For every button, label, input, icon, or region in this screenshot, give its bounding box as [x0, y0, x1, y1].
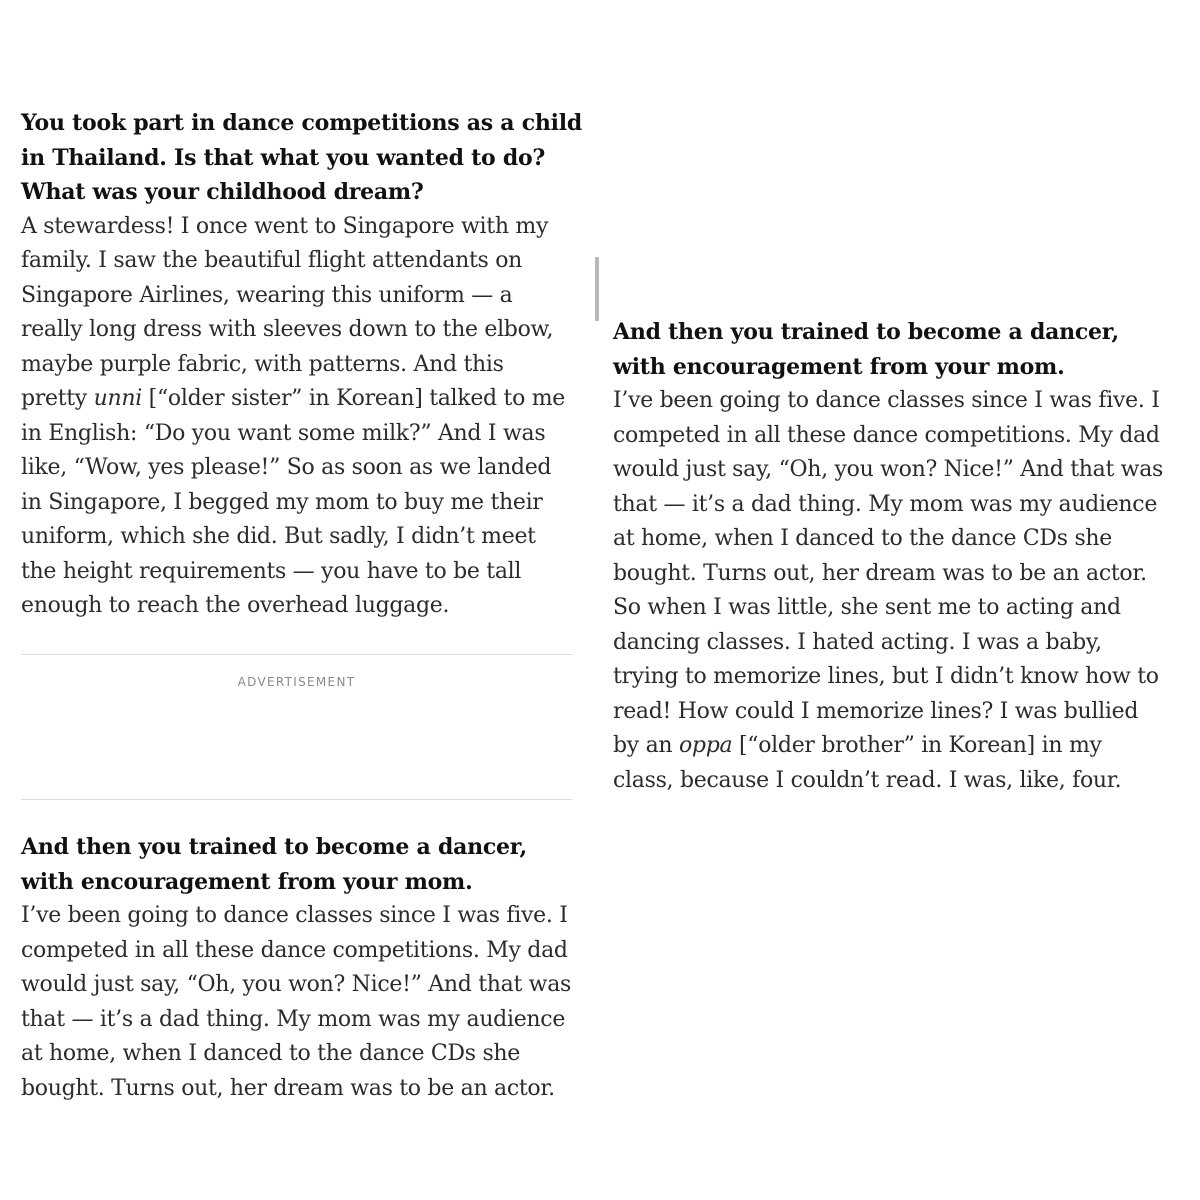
answer-line: uniform, which she did. But sadly, I didn’t meet	[21, 524, 536, 549]
question-line: And then you trained to become a dancer,	[21, 834, 527, 860]
scroll-indicator	[595, 257, 599, 321]
answer-text: pretty	[21, 386, 94, 411]
question-heading	[21, 830, 571, 899]
answer-line	[613, 729, 1163, 764]
korean-term-unni: unni	[93, 386, 142, 411]
answer-line: I’ve been going to dance classes since I was five. I	[613, 388, 1160, 413]
answer-line: class, because I couldn’t read. I was, like, four.	[613, 767, 1122, 793]
question-line: with encouragement from your mom.	[21, 868, 473, 895]
answer-line: would just say, “Oh, you won? Nice!” And that was	[613, 457, 1164, 482]
answer-line: A stewardess! I once went to Singapore with my	[21, 213, 549, 239]
question-line: What was your childhood dream?	[21, 179, 424, 205]
answer-text: [“older brother” in Korean] in my	[732, 733, 1102, 758]
ad-divider-bottom	[21, 799, 572, 800]
answer-line: family. I saw the beautiful flight attendants on	[21, 248, 523, 273]
answer-line: competed in all these dance competitions. My dad	[21, 937, 568, 963]
answer-line: would just say, “Oh, you won? Nice!” And that was	[21, 972, 572, 997]
answer-line: competed in all these dance competitions. My dad	[613, 422, 1160, 448]
answer-line: I’ve been going to dance classes since I was five. I	[21, 903, 568, 928]
answer-line: in English: “Do you want some milk?” And I was	[21, 420, 546, 446]
question-line: And then you trained to become a dancer,	[613, 319, 1119, 345]
answer-line: that — it’s a dad thing. My mom was my audience	[21, 1006, 566, 1032]
answer-line: at home, when I danced to the dance CDs she	[21, 1041, 521, 1066]
answer-line: in Singapore, I begged my mom to buy me their	[21, 489, 543, 515]
question-line: in Thailand. Is that what you wanted to do?	[21, 144, 546, 171]
advertisement-label: ADVERTISEMENT	[237, 675, 356, 689]
answer-line: bought. Turns out, her dream was to be an actor.	[613, 560, 1147, 586]
answer-line: Singapore Airlines, wearing this uniform — a	[21, 282, 513, 308]
answer-line	[21, 382, 582, 417]
ad-divider-top	[21, 654, 572, 655]
question-line: with encouragement from your mom.	[613, 353, 1065, 380]
answer-line: So when I was little, she sent me to acting and	[613, 595, 1121, 620]
answer-text: [“older sister” in Korean] talked to me	[141, 386, 565, 411]
question-heading	[21, 106, 582, 210]
answer-line: read! How could I memorize lines? I was bullied	[613, 698, 1139, 724]
answer-line: the height requirements — you have to be tall	[21, 558, 522, 584]
answer-line: like, “Wow, yes please!” So as soon as we landed	[21, 455, 552, 480]
interview-section-dance-training	[21, 830, 571, 1106]
interview-section-dance-training-continued	[613, 315, 1163, 798]
interview-section-childhood-dream	[21, 106, 582, 624]
answer-line: enough to reach the overhead luggage.	[21, 593, 450, 618]
korean-term-oppa: oppa	[678, 733, 733, 758]
answer-paragraph	[21, 210, 582, 624]
question-line: You took part in dance competitions as a child	[21, 110, 582, 136]
answer-line: dancing classes. I hated acting. I was a baby,	[613, 629, 1102, 655]
answer-line: at home, when I danced to the dance CDs she	[613, 526, 1113, 551]
answer-line: maybe purple fabric, with patterns. And this	[21, 351, 504, 377]
answer-line: trying to memorize lines, but I didn’t know how to	[613, 664, 1159, 689]
question-heading	[613, 315, 1163, 384]
answer-line: bought. Turns out, her dream was to be an actor.	[21, 1075, 555, 1101]
answer-paragraph	[613, 384, 1163, 798]
answer-line: that — it’s a dad thing. My mom was my audience	[613, 491, 1158, 517]
answer-paragraph	[21, 899, 571, 1106]
answer-line: really long dress with sleeves down to the elbow,	[21, 317, 554, 342]
answer-text: by an	[613, 733, 679, 758]
